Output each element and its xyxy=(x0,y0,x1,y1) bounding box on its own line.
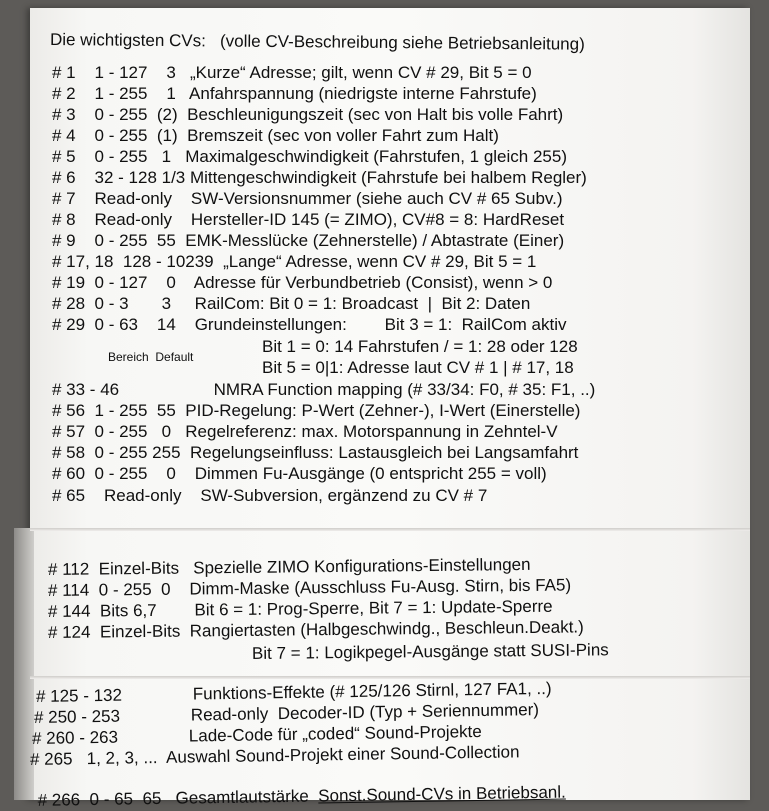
cv-row xyxy=(28,763,566,811)
cv-row: # 19 0 - 127 0 Adresse für Verbundbetrieb (Consist), wenn > 0 xyxy=(52,273,553,292)
column-note: Bereich Default xyxy=(108,350,194,364)
card-title: Die wichtigsten CVs: (volle CV-Beschreibung siehe Betriebsanleitung) xyxy=(49,30,585,54)
card-crease xyxy=(30,676,750,679)
cv-row: # 28 0 - 3 3 RailCom: Bit 0 = 1: Broadcast | Bit 2: Daten xyxy=(52,294,531,313)
cv-row: # 6 32 - 128 1/3 Mittengeschwindigkeit (Fahrstufe bei halbem Regler) xyxy=(52,168,587,187)
cv-row: # 58 0 - 255 255 Regelungseinfluss: Lastausgleich bei Langsamfahrt xyxy=(52,443,579,462)
manual-reference: Sonst.Sound-CVs in Betriebsanl. xyxy=(318,782,566,806)
cv-row: # 7 Read-only SW-Versionsnummer (siehe auch CV # 65 Subv.) xyxy=(52,189,563,208)
cv-row: # 65 Read-only SW-Subversion, ergänzend zu CV # 7 xyxy=(52,486,488,505)
cv-row: # 60 0 - 255 0 Dimmen Fu-Ausgänge (0 entspricht 255 = voll) xyxy=(52,464,547,483)
cv-row: # 2 1 - 255 1 Anfahrspannung (niedrigste interne Fahrstufe) xyxy=(52,84,537,103)
card-crease xyxy=(30,528,750,531)
cv-row: # 265 1, 2, 3, ... Auswahl Sound-Projekt einer Sound-Collection xyxy=(29,742,520,769)
cv-row: # 57 0 - 255 0 Regelreferenz: max. Motorspannung in Zehntel-V xyxy=(52,422,558,441)
cv-row: # 124 Einzel-Bits Rangiertasten (Halbgeschwindg., Beschleun.Deakt.) xyxy=(47,617,584,642)
cv-row: # 125 - 132 Funktions-Effekte (# 125/126 Stirnl, 127 FA1, ..) xyxy=(35,678,552,706)
cv-row: # 29 0 - 63 14 Grundeinstellungen: Bit 3 = 1: RailCom aktiv xyxy=(52,315,567,334)
cv-row-text: # 266 0 - 65 65 Gesamtlautstärke xyxy=(37,786,319,810)
cv-row: # 17, 18 128 - 10239 „Lange“ Adresse, wenn CV # 29, Bit 5 = 1 xyxy=(52,252,537,271)
cv-row: # 33 - 46 NMRA Function mapping (# 33/34: F0, # 35: F1, ..) xyxy=(52,380,596,399)
cv-row-continuation: Bit 7 = 1: Logikpegel-Ausgänge statt SUSI-Pins xyxy=(251,640,609,663)
cv-row: # 260 - 263 Lade-Code für „coded“ Sound-Projekte xyxy=(31,721,482,748)
cv-row: # 3 0 - 255 (2) Beschleunigungszeit (sec von Halt bis volle Fahrt) xyxy=(52,105,564,124)
cv-row: # 9 0 - 255 55 EMK-Messlücke (Zehnerstelle) / Abtastrate (Einer) xyxy=(52,231,565,250)
cv-row: # 112 Einzel-Bits Spezielle ZIMO Konfigurations-Einstellungen xyxy=(47,554,531,579)
cv-row: # 1 1 - 127 3 „Kurze“ Adresse; gilt, wenn CV # 29, Bit 5 = 0 xyxy=(52,63,532,82)
cv-row: # 56 1 - 255 55 PID-Regelung: P-Wert (Zehner-), I-Wert (Einerstelle) xyxy=(52,401,581,420)
cv-row: # 144 Bits 6,7 Bit 6 = 1: Prog-Sperre, Bit 7 = 1: Update-Sperre xyxy=(47,596,553,621)
cv-row-continuation: Bit 1 = 0: 14 Fahrstufen / = 1: 28 oder 128 xyxy=(262,337,578,356)
cv-row: # 114 0 - 255 0 Dimm-Maske (Ausschluss Fu-Ausg. Stirn, bis FA5) xyxy=(47,575,572,600)
cv-row: # 250 - 253 Read-only Decoder-ID (Typ + Seriennummer) xyxy=(33,700,540,727)
cv-row: # 8 Read-only Hersteller-ID 145 (= ZIMO), CV#8 = 8: HardReset xyxy=(52,210,565,229)
cv-row-continuation: Bit 5 = 0|1: Adresse laut CV # 1 | # 17, 18 xyxy=(262,358,574,377)
cv-row: # 5 0 - 255 1 Maximalgeschwindigkeit (Fahrstufen, 1 gleich 255) xyxy=(52,147,567,166)
cv-row: # 4 0 - 255 (1) Bremszeit (sec von voller Fahrt zum Halt) xyxy=(52,126,499,145)
